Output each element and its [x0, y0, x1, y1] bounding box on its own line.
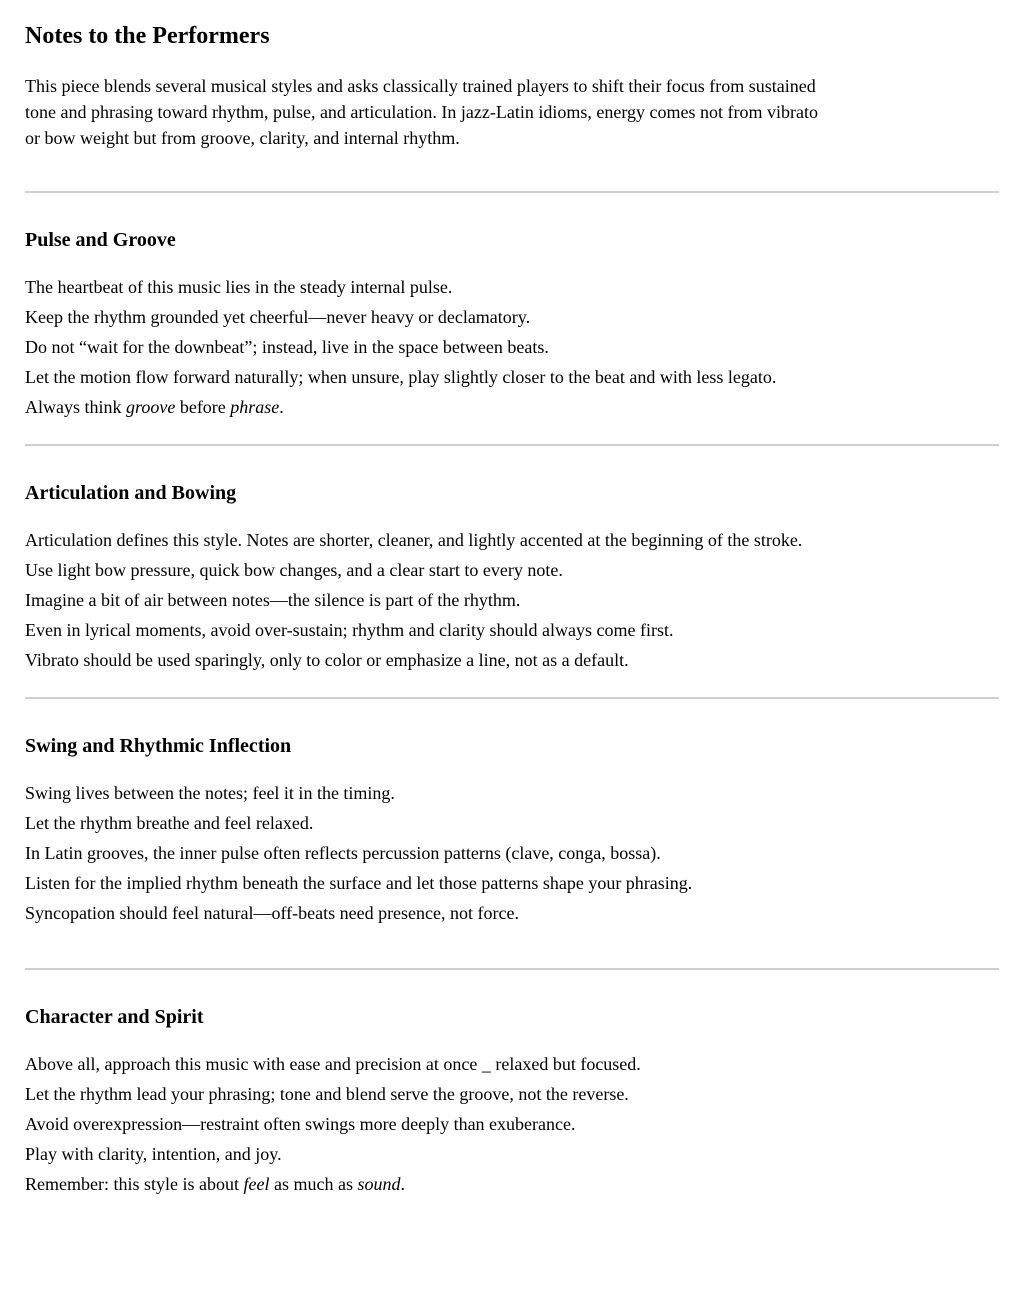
text-line: Do not “wait for the downbeat”; instead, live in the space between beats. — [25, 337, 549, 357]
section-body — [25, 525, 999, 675]
text-line: Keep the rhythm grounded yet cheerful—never heavy or declamatory. — [25, 307, 531, 327]
text-line: In Latin grooves, the inner pulse often reflects percussion patterns (clave, conga, bossa). — [25, 843, 661, 863]
text-line: Use light bow pressure, quick bow changes, and a clear start to every note. — [25, 560, 563, 580]
section-heading: Pulse and Groove — [25, 229, 176, 251]
section-body — [25, 1049, 999, 1199]
section-divider — [25, 968, 999, 970]
text-line: The heartbeat of this music lies in the steady internal pulse. — [25, 277, 453, 297]
italic-text: feel — [243, 1174, 270, 1194]
text-line: Syncopation should feel natural—off-beats need presence, not force. — [25, 903, 519, 923]
text-line: Avoid overexpression—restraint often swings more deeply than exuberance. — [25, 1114, 576, 1134]
text-line: Vibrato should be used sparingly, only to color or emphasize a line, not as a default. — [25, 650, 629, 670]
text-line: or bow weight but from groove, clarity, and internal rhythm. — [25, 128, 460, 148]
section-divider — [25, 697, 999, 699]
italic-text: phrase — [230, 397, 280, 417]
section-heading: Swing and Rhythmic Inflection — [25, 735, 292, 757]
text-line: Above all, approach this music with ease and precision at once _ relaxed but focused. — [25, 1054, 641, 1074]
section-divider — [25, 191, 999, 193]
section-heading: Character and Spirit — [25, 1006, 204, 1028]
text-line: Imagine a bit of air between notes—the silence is part of the rhythm. — [25, 590, 521, 610]
text-line: Articulation defines this style. Notes are shorter, cleaner, and lightly accented at the beginning of the stroke. — [25, 530, 803, 550]
text-line: Remember: this style is about feel as much as sound. — [25, 1174, 405, 1194]
section-body — [25, 272, 999, 422]
italic-text: sound — [357, 1174, 401, 1194]
text-line: Let the rhythm lead your phrasing; tone and blend serve the groove, not the reverse. — [25, 1084, 629, 1104]
document-section — [25, 481, 999, 675]
section-heading: Articulation and Bowing — [25, 482, 237, 504]
section-body — [25, 778, 999, 928]
intro-paragraph — [25, 73, 999, 151]
document-title: Notes to the Performers — [25, 23, 270, 49]
text-line: Even in lyrical moments, avoid over-sustain; rhythm and clarity should always come first. — [25, 620, 674, 640]
text-line: Listen for the implied rhythm beneath the surface and let those patterns shape your phrasing. — [25, 873, 693, 893]
text-line: tone and phrasing toward rhythm, pulse, and articulation. In jazz-Latin idioms, energy comes not from vibrato — [25, 102, 818, 122]
text-line: Play with clarity, intention, and joy. — [25, 1144, 282, 1164]
document-section — [25, 734, 999, 928]
text-line: Let the motion flow forward naturally; when unsure, play slightly closer to the beat and with less legato. — [25, 367, 777, 387]
sections-container — [25, 228, 999, 1199]
text-line: Let the rhythm breathe and feel relaxed. — [25, 813, 314, 833]
text-line: This piece blends several musical styles and asks classically trained players to shift their focus from sustained — [25, 76, 816, 96]
text-line: Always think groove before phrase. — [25, 397, 284, 417]
document-section — [25, 1005, 999, 1199]
text-line: Swing lives between the notes; feel it in the timing. — [25, 783, 395, 803]
document-section — [25, 228, 999, 422]
section-divider — [25, 444, 999, 446]
italic-text: groove — [126, 397, 176, 417]
